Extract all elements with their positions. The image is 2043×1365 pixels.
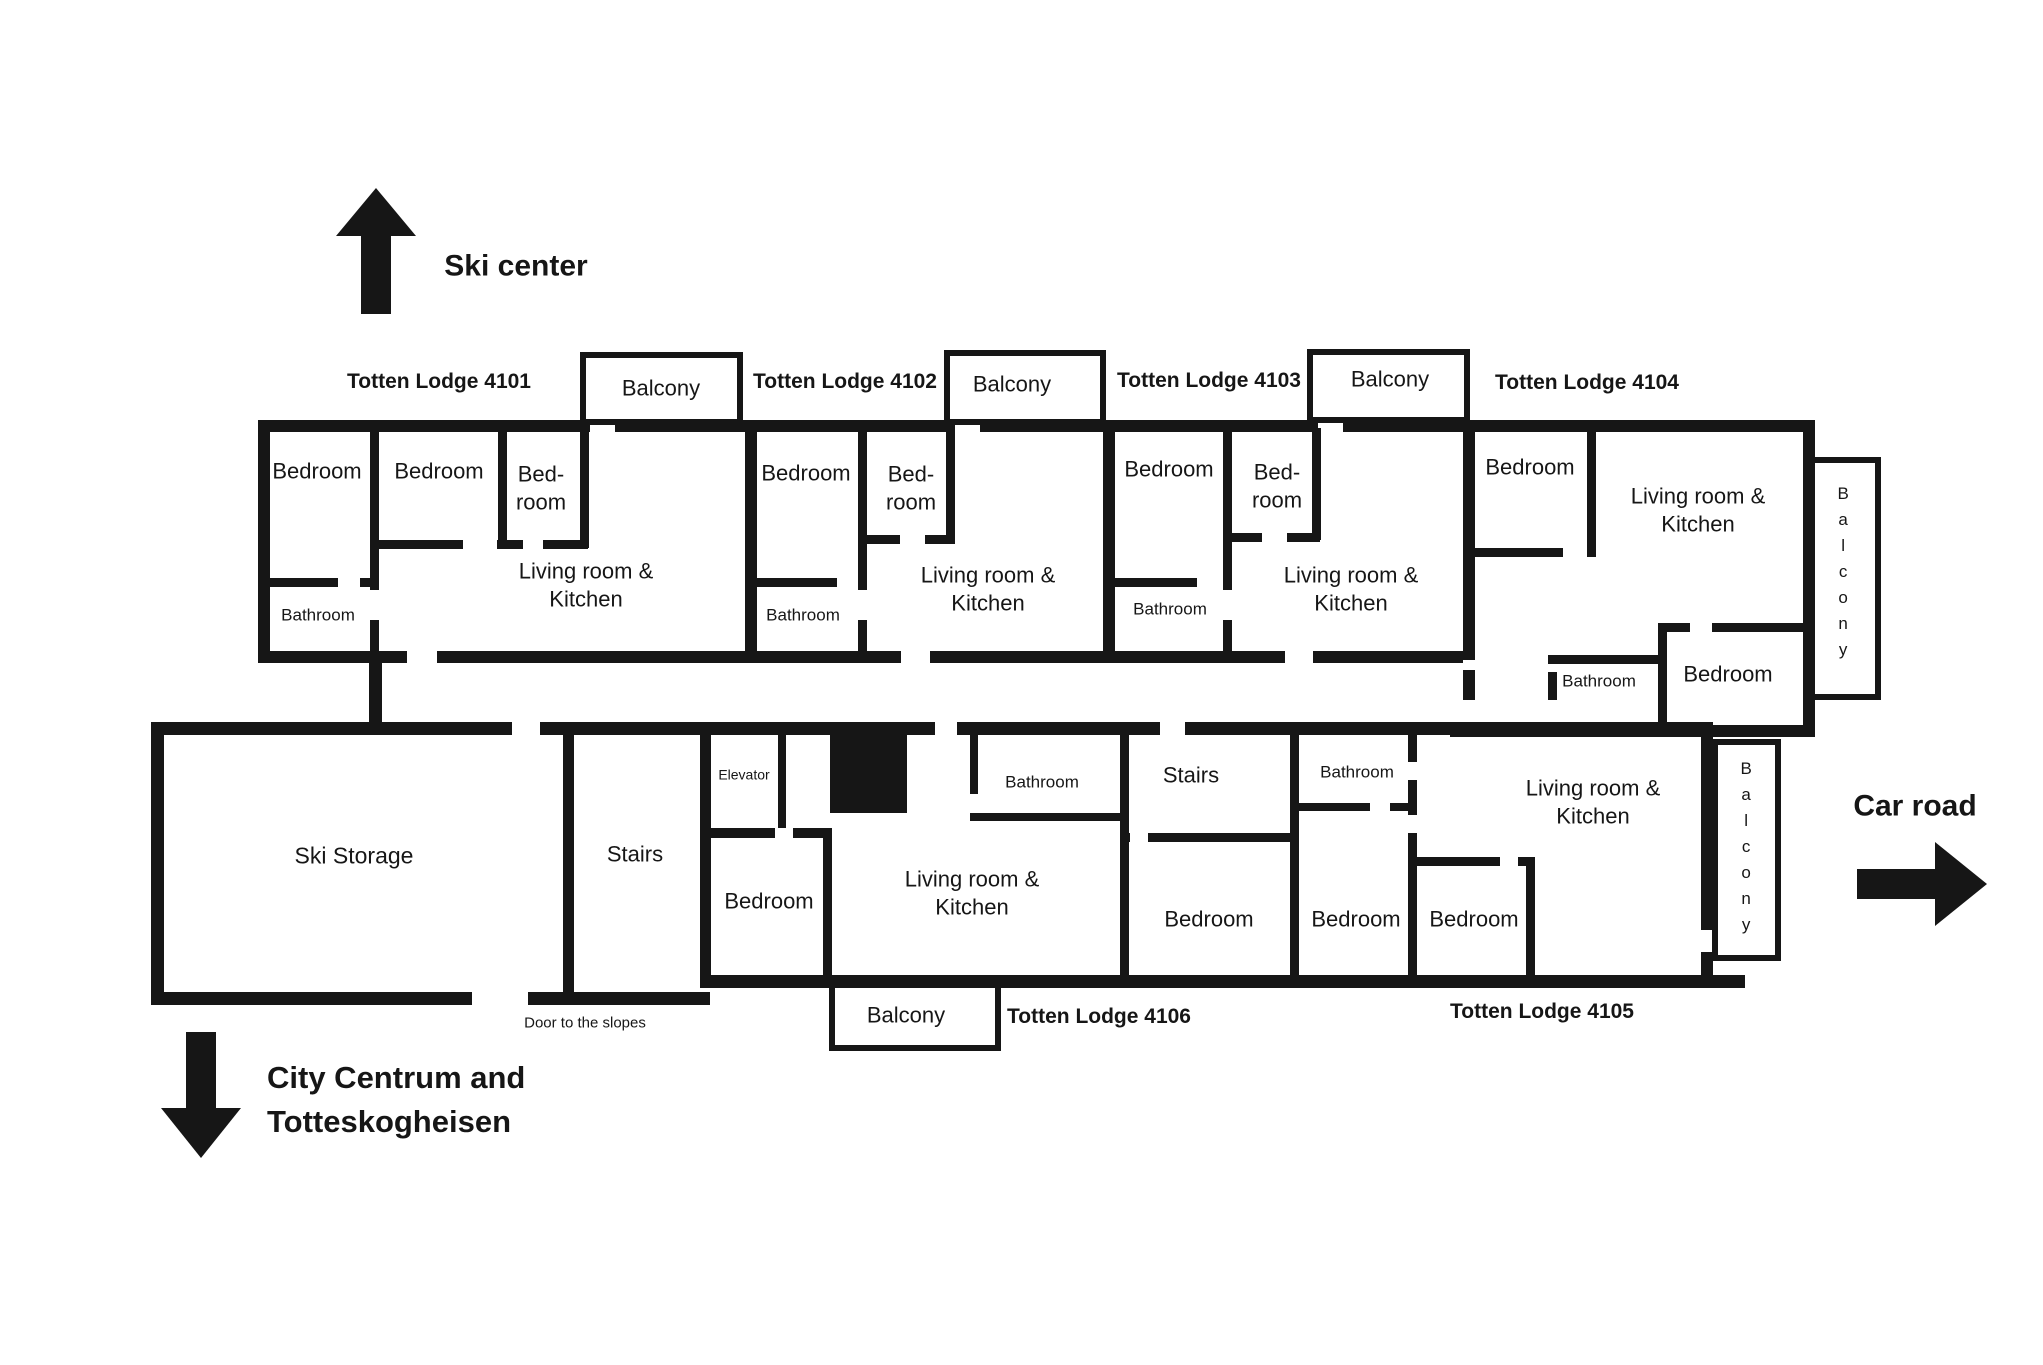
wall (778, 735, 786, 828)
wall (823, 828, 832, 975)
room-label-bedroom: Bedroom (1164, 906, 1254, 932)
room-label-stairs: Stairs (1162, 762, 1220, 788)
wall (700, 722, 711, 988)
bedroom-line2: room (515, 489, 567, 514)
lodge-4102-label: Totten Lodge 4102 (753, 369, 937, 393)
living-line2: Kitchen (935, 894, 1009, 919)
wall (1312, 428, 1321, 540)
wall (1343, 420, 1815, 432)
room-label-bedroom-split (886, 461, 936, 516)
wall (1299, 803, 1370, 811)
wall (1185, 722, 1713, 735)
room-label-bedroom: Bedroom (272, 458, 362, 484)
room-label-bathroom: Bathroom (1005, 772, 1079, 792)
wall (1548, 655, 1658, 664)
wall (373, 540, 463, 549)
wall (1701, 722, 1713, 930)
city-centrum-line1: City Centrum and (267, 1060, 526, 1095)
wall (151, 722, 164, 1005)
wall (745, 420, 757, 663)
wall (1587, 430, 1596, 557)
wall (1115, 578, 1197, 587)
room-label-balcony: Balcony (621, 375, 701, 401)
wall (1290, 722, 1299, 975)
room-label-bedroom: Bedroom (1485, 454, 1575, 480)
room-label-bedroom-split (1252, 459, 1302, 514)
wall (1712, 623, 1803, 632)
wall (1232, 533, 1262, 542)
arrow-head (336, 188, 416, 236)
lodge-4106-label: Totten Lodge 4106 (1007, 1004, 1191, 1028)
living-line1: Living room & (920, 562, 1056, 588)
living-line2: Kitchen (1556, 803, 1630, 828)
arrow-head (1935, 842, 1987, 926)
wall (1148, 833, 1290, 842)
arrow-head (161, 1108, 241, 1158)
wall (498, 430, 507, 540)
wall (258, 651, 407, 663)
room-label-balcony-vertical: Balcony (1833, 484, 1853, 666)
living-line1: Living room & (1525, 775, 1661, 801)
wall (563, 734, 574, 992)
lodge-4104-label: Totten Lodge 4104 (1495, 370, 1679, 394)
city-centrum-label (267, 1056, 525, 1144)
room-label-balcony-vertical: Balcony (1736, 759, 1756, 941)
room-label-living (905, 866, 1040, 921)
wall (370, 430, 379, 590)
living-line2: Kitchen (1661, 511, 1735, 536)
arrow-shaft (361, 232, 391, 314)
room-label-bedroom: Bedroom (1683, 661, 1773, 687)
bedroom-line2: room (1251, 487, 1303, 512)
wall (757, 578, 837, 587)
room-label-balcony: Balcony (866, 1002, 946, 1028)
wall (946, 430, 955, 540)
room-label-balcony: Balcony (1350, 366, 1430, 392)
room-label-bedroom: Bedroom (724, 888, 814, 914)
room-label-bedroom: Bedroom (1124, 456, 1214, 482)
wall (1463, 420, 1475, 660)
wall (1408, 833, 1417, 975)
wall (1120, 722, 1129, 975)
wall (151, 992, 472, 1005)
room-label-living (519, 558, 654, 613)
room-label-bathroom: Bathroom (766, 605, 840, 625)
room-label-bathroom: Bathroom (1562, 671, 1636, 691)
wall (858, 430, 867, 590)
city-centrum-line2: Totteskogheisen (267, 1104, 512, 1140)
wall (970, 722, 978, 794)
wall (151, 722, 512, 735)
wall (1658, 623, 1667, 725)
room-label-living (921, 562, 1056, 617)
living-line1: Living room & (1283, 562, 1419, 588)
wall (1223, 428, 1232, 590)
room-label-elevator: Elevator (718, 766, 770, 783)
living-line2: Kitchen (1314, 590, 1388, 615)
wall (360, 578, 370, 587)
wall (1548, 672, 1557, 700)
wall (528, 992, 710, 1005)
room-label-bedroom: Bedroom (394, 458, 484, 484)
wall (1417, 857, 1500, 866)
room-label-stairs: Stairs (606, 841, 664, 867)
arrow-shaft (1857, 869, 1939, 899)
room-label-ski-storage: Ski Storage (294, 842, 414, 869)
wall (497, 540, 523, 549)
wall (1223, 620, 1232, 663)
wall (615, 420, 955, 432)
room-label-balcony: Balcony (972, 371, 1052, 397)
wall (700, 828, 775, 838)
room-label-living (1284, 562, 1419, 617)
ski-center-label: Ski center (444, 249, 588, 283)
living-line2: Kitchen (549, 586, 623, 611)
car-road-label: Car road (1853, 789, 1977, 823)
lodge-4101-label: Totten Lodge 4101 (347, 369, 531, 393)
wall (970, 813, 1120, 821)
wall (1475, 548, 1563, 557)
walls-bottom-building (151, 651, 1745, 1005)
lodge-4103-label: Totten Lodge 4103 (1117, 368, 1301, 392)
wall (957, 722, 1160, 735)
room-label-bedroom-split (516, 461, 566, 516)
wall (1526, 857, 1535, 975)
room-label-bathroom: Bathroom (281, 605, 355, 625)
wall (1408, 722, 1417, 762)
wall (1463, 670, 1475, 700)
room-label-bedroom: Bedroom (1311, 906, 1401, 932)
wall (1408, 780, 1417, 815)
wall (1103, 420, 1115, 663)
wall (867, 535, 900, 544)
wall (1287, 533, 1320, 542)
wall (437, 651, 901, 663)
wall (1120, 833, 1130, 842)
wall (925, 535, 955, 544)
room-label-bedroom: Bedroom (761, 460, 851, 486)
living-line1: Living room & (904, 866, 1040, 892)
wall (369, 651, 382, 722)
arrow-shaft (186, 1032, 216, 1112)
lodge-4105-label: Totten Lodge 4105 (1450, 999, 1634, 1023)
car-road-arrow (1857, 842, 1987, 926)
ski-center-arrow (336, 188, 416, 314)
wall (980, 420, 1318, 432)
bedroom-line1: Bed- (1253, 459, 1301, 485)
room-label-bathroom: Bathroom (1133, 599, 1207, 619)
bedroom-line1: Bed- (517, 461, 565, 487)
wall (1701, 952, 1713, 988)
wall (258, 420, 270, 663)
wall (1803, 420, 1815, 737)
room-label-living (1526, 775, 1661, 830)
room-label-bedroom: Bedroom (1429, 906, 1519, 932)
room-label-living (1631, 483, 1766, 538)
wall (700, 975, 1745, 988)
living-line1: Living room & (518, 558, 654, 584)
shaft-block (830, 722, 907, 813)
wall (543, 540, 588, 549)
wall (1658, 623, 1690, 632)
wall (858, 620, 867, 663)
wall (258, 578, 338, 587)
door-to-slopes-label: Door to the slopes (524, 1014, 646, 1032)
bedroom-line1: Bed- (887, 461, 935, 487)
wall (258, 420, 590, 432)
living-line2: Kitchen (951, 590, 1025, 615)
living-line1: Living room & (1630, 483, 1766, 509)
room-label-bathroom: Bathroom (1320, 762, 1394, 782)
city-centrum-arrow (161, 1032, 241, 1158)
bedroom-line2: room (885, 489, 937, 514)
wall (1313, 651, 1463, 663)
wall (580, 430, 589, 548)
